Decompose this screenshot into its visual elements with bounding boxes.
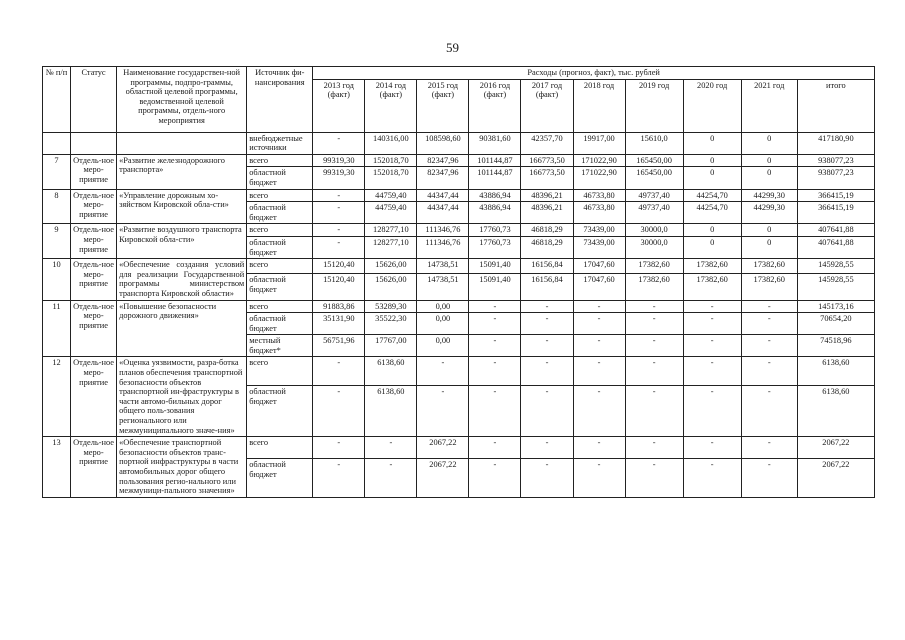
row-number: 11	[43, 300, 71, 357]
table-row	[43, 224, 875, 237]
row-value: 48396,21	[521, 189, 573, 202]
row-number: 8	[43, 189, 71, 224]
row-value: 2067,22	[417, 437, 469, 459]
row-value: 17047,60	[573, 259, 625, 274]
row-value: 42357,70	[521, 132, 573, 154]
row-value: 44759,40	[365, 202, 417, 224]
header-expenses: Расходы (прогноз, факт), тыс. рублей	[313, 67, 875, 80]
row-value: 171022,90	[573, 154, 625, 167]
row-value: 48396,21	[521, 202, 573, 224]
row-value: -	[521, 313, 573, 335]
row-value: 417180,90	[797, 132, 874, 154]
row-source: всего	[247, 300, 313, 313]
table-row	[43, 154, 875, 167]
row-value: 16156,84	[521, 274, 573, 300]
header-year: 2017 год (факт)	[521, 79, 573, 132]
row-status: Отдель-ное меро-приятие	[71, 259, 117, 300]
row-value: -	[313, 189, 365, 202]
row-source: всего	[247, 154, 313, 167]
row-value: -	[741, 459, 797, 498]
row-value: -	[741, 335, 797, 357]
row-number: 13	[43, 437, 71, 498]
header-year: 2019 год	[625, 79, 683, 132]
row-value: 99319,30	[313, 154, 365, 167]
row-value: -	[365, 437, 417, 459]
row-value: -	[417, 357, 469, 386]
row-value: 938077,23	[797, 154, 874, 167]
row-source: областной бюджет	[247, 236, 313, 258]
row-value: 152018,70	[365, 167, 417, 189]
row-value: 0	[683, 236, 741, 258]
row-value: 171022,90	[573, 167, 625, 189]
row-value: 407641,88	[797, 236, 874, 258]
row-value: 82347,96	[417, 154, 469, 167]
row-value: -	[683, 313, 741, 335]
row-value: 44299,30	[741, 202, 797, 224]
row-value: 91883,86	[313, 300, 365, 313]
row-source: областной бюджет	[247, 313, 313, 335]
header-status: Статус	[71, 67, 117, 133]
row-number: 12	[43, 357, 71, 437]
row-value: -	[625, 357, 683, 386]
row-status: Отдель-ное меро-приятие	[71, 357, 117, 437]
row-value: -	[313, 386, 365, 437]
row-value: 17382,60	[683, 274, 741, 300]
row-value: 15120,40	[313, 259, 365, 274]
row-value: -	[313, 132, 365, 154]
row-status: Отдель-ное меро-приятие	[71, 224, 117, 259]
row-value: -	[741, 300, 797, 313]
row-value: 166773,50	[521, 154, 573, 167]
budget-table	[42, 66, 875, 498]
row-value: 15626,00	[365, 259, 417, 274]
row-value: 101144,87	[469, 154, 521, 167]
row-value: 165450,00	[625, 167, 683, 189]
row-value: 90381,60	[469, 132, 521, 154]
row-value: 70654,20	[797, 313, 874, 335]
row-value: -	[469, 335, 521, 357]
row-value: 0,00	[417, 335, 469, 357]
row-value: -	[625, 386, 683, 437]
row-number: 7	[43, 154, 71, 189]
row-name: «Оценка уязвимости, разра-ботка планов обеспечения транспортной безопасности объектов транспортной ин-фраструктуры в части автомо-бильных дорог общего поль-зования регионального или межмуниципального значе-ния»	[117, 357, 247, 437]
row-value: -	[741, 386, 797, 437]
row-value: 16156,84	[521, 259, 573, 274]
row-value: 17382,60	[741, 259, 797, 274]
row-value: 46733,80	[573, 202, 625, 224]
row-source: областной бюджет	[247, 167, 313, 189]
row-value: 938077,23	[797, 167, 874, 189]
row-value: -	[469, 313, 521, 335]
row-value: 145928,55	[797, 274, 874, 300]
row-value: -	[625, 437, 683, 459]
row-value: 35131,90	[313, 313, 365, 335]
row-value: 366415,19	[797, 189, 874, 202]
table-row	[43, 437, 875, 459]
row-value: 6138,60	[797, 386, 874, 437]
row-value: 43886,94	[469, 189, 521, 202]
row-source: внебюджетные источники	[247, 132, 313, 154]
row-value: -	[625, 459, 683, 498]
header-year: 2015 год (факт)	[417, 79, 469, 132]
header-year: итого	[797, 79, 874, 132]
row-source: областной бюджет	[247, 202, 313, 224]
row-value: 0	[741, 154, 797, 167]
row-value: 152018,70	[365, 154, 417, 167]
row-value: 108598,60	[417, 132, 469, 154]
row-value: 0	[683, 224, 741, 237]
row-status: Отдель-ное меро-приятие	[71, 189, 117, 224]
row-value: 53289,30	[365, 300, 417, 313]
row-number: 9	[43, 224, 71, 259]
row-status	[71, 132, 117, 154]
row-value: 15610,0	[625, 132, 683, 154]
table-row	[43, 189, 875, 202]
row-value: -	[521, 335, 573, 357]
row-value: 111346,76	[417, 236, 469, 258]
row-value: -	[741, 313, 797, 335]
row-source: всего	[247, 437, 313, 459]
row-value: 6138,60	[365, 386, 417, 437]
row-value: 6138,60	[797, 357, 874, 386]
row-value: 19917,00	[573, 132, 625, 154]
row-value: 165450,00	[625, 154, 683, 167]
row-value: 0	[683, 167, 741, 189]
row-value: -	[625, 313, 683, 335]
row-value: 46733,80	[573, 189, 625, 202]
row-value: 145928,55	[797, 259, 874, 274]
row-name: «Обеспечение создания условий для реализации Государственной программы министерством транспорта Кировской области»	[117, 259, 247, 300]
row-value: 30000,0	[625, 236, 683, 258]
row-value: 15091,40	[469, 259, 521, 274]
row-name: «Развитие воздушного транспорта Кировской обла-сти»	[117, 224, 247, 259]
row-value: -	[573, 459, 625, 498]
row-value: 366415,19	[797, 202, 874, 224]
row-value: -	[683, 386, 741, 437]
table-row	[43, 259, 875, 274]
row-value: 6138,60	[365, 357, 417, 386]
row-status: Отдель-ное меро-приятие	[71, 300, 117, 357]
table-body	[43, 132, 875, 497]
row-value: 49737,40	[625, 189, 683, 202]
row-value: -	[573, 313, 625, 335]
header-no: № п/п	[43, 67, 71, 133]
row-value: 0	[683, 154, 741, 167]
row-value: 128277,10	[365, 224, 417, 237]
row-value: 15120,40	[313, 274, 365, 300]
row-value: -	[313, 202, 365, 224]
row-value: -	[469, 459, 521, 498]
row-value: -	[521, 300, 573, 313]
row-value: 17382,60	[625, 259, 683, 274]
row-value: 44759,40	[365, 189, 417, 202]
row-value: 0	[741, 224, 797, 237]
row-status: Отдель-ное меро-приятие	[71, 154, 117, 189]
row-value: -	[741, 357, 797, 386]
row-value: -	[469, 357, 521, 386]
row-value: 44347,44	[417, 189, 469, 202]
table-row	[43, 132, 875, 154]
row-value: 2067,22	[797, 437, 874, 459]
row-source: всего	[247, 357, 313, 386]
row-value: -	[365, 459, 417, 498]
row-value: -	[313, 236, 365, 258]
row-value: 15626,00	[365, 274, 417, 300]
table-row	[43, 357, 875, 386]
row-value: 140316,00	[365, 132, 417, 154]
row-value: 30000,0	[625, 224, 683, 237]
row-value: 0,00	[417, 313, 469, 335]
row-value: 0	[741, 167, 797, 189]
row-value: -	[521, 357, 573, 386]
row-value: -	[469, 386, 521, 437]
header-year: 2013 год (факт)	[313, 79, 365, 132]
row-value: 2067,22	[797, 459, 874, 498]
row-value: -	[469, 300, 521, 313]
table-row	[43, 300, 875, 313]
row-value: 44347,44	[417, 202, 469, 224]
row-value: -	[313, 437, 365, 459]
row-value: 46818,29	[521, 236, 573, 258]
row-value: 407641,88	[797, 224, 874, 237]
row-value: 17047,60	[573, 274, 625, 300]
row-source: областной бюджет	[247, 386, 313, 437]
row-name: «Повышение безопасности дорожного движения»	[117, 300, 247, 357]
row-value: -	[625, 335, 683, 357]
row-value: -	[683, 357, 741, 386]
row-value: -	[521, 459, 573, 498]
row-value: 44299,30	[741, 189, 797, 202]
row-value: 43886,94	[469, 202, 521, 224]
row-name: «Управление дорожным хо-зяйством Кировской обла-сти»	[117, 189, 247, 224]
row-value: 0	[683, 132, 741, 154]
row-value: 73439,00	[573, 236, 625, 258]
row-value: 2067,22	[417, 459, 469, 498]
row-value: 99319,30	[313, 167, 365, 189]
row-value: 17382,60	[625, 274, 683, 300]
row-number: 10	[43, 259, 71, 300]
row-value: -	[683, 335, 741, 357]
row-value: 0	[741, 236, 797, 258]
row-value: 82347,96	[417, 167, 469, 189]
row-value: -	[573, 335, 625, 357]
row-value: 0	[741, 132, 797, 154]
row-value: -	[573, 300, 625, 313]
row-source: местный бюджет*	[247, 335, 313, 357]
header-year: 2018 год	[573, 79, 625, 132]
row-value: -	[683, 300, 741, 313]
row-value: 44254,70	[683, 189, 741, 202]
row-value: 0,00	[417, 300, 469, 313]
row-source: областной бюджет	[247, 459, 313, 498]
row-value: 128277,10	[365, 236, 417, 258]
row-value: -	[313, 357, 365, 386]
header-year: 2016 год (факт)	[469, 79, 521, 132]
row-name: «Развитие железнодорожного транспорта»	[117, 154, 247, 189]
row-value: 14738,51	[417, 274, 469, 300]
row-value: -	[741, 437, 797, 459]
header-source: Источник фи-нансирования	[247, 67, 313, 133]
row-value: -	[683, 437, 741, 459]
row-value: 145173,16	[797, 300, 874, 313]
row-source: всего	[247, 189, 313, 202]
row-value: -	[313, 224, 365, 237]
row-value: 166773,50	[521, 167, 573, 189]
table-header	[43, 67, 875, 133]
header-year: 2020 год	[683, 79, 741, 132]
row-value: -	[417, 386, 469, 437]
row-value: 56751,96	[313, 335, 365, 357]
row-value: 74518,96	[797, 335, 874, 357]
row-value: 15091,40	[469, 274, 521, 300]
row-value: -	[573, 437, 625, 459]
row-value: -	[313, 459, 365, 498]
row-value: -	[573, 386, 625, 437]
row-name: «Обеспечение транспортной безопасности объектов транс-портной инфраструктуры в части автомобильных дорог общего пользования регио-нального или межмуници-пального значения»	[117, 437, 247, 498]
row-value: 46818,29	[521, 224, 573, 237]
row-source: областной бюджет	[247, 274, 313, 300]
header-name: Наименование государствен-ной программы, подпро-граммы, областной целевой программы, ведомственной целевой программы, отдель-ного мероприятия	[117, 67, 247, 133]
row-value: 73439,00	[573, 224, 625, 237]
row-name	[117, 132, 247, 154]
row-value: -	[521, 437, 573, 459]
page-number: 59	[446, 40, 459, 55]
row-value: 49737,40	[625, 202, 683, 224]
row-value: 17760,73	[469, 236, 521, 258]
row-value: -	[683, 459, 741, 498]
row-value: -	[469, 437, 521, 459]
row-value: 35522,30	[365, 313, 417, 335]
row-value: 17767,00	[365, 335, 417, 357]
row-value: -	[521, 386, 573, 437]
row-value: 17382,60	[741, 274, 797, 300]
row-source: всего	[247, 224, 313, 237]
row-value: 111346,76	[417, 224, 469, 237]
row-value: 101144,87	[469, 167, 521, 189]
row-value: -	[625, 300, 683, 313]
header-year: 2014 год (факт)	[365, 79, 417, 132]
row-value: 17760,73	[469, 224, 521, 237]
row-number	[43, 132, 71, 154]
row-value: 44254,70	[683, 202, 741, 224]
row-status: Отдель-ное меро-приятие	[71, 437, 117, 498]
header-year: 2021 год	[741, 79, 797, 132]
row-value: 17382,60	[683, 259, 741, 274]
row-value: 14738,51	[417, 259, 469, 274]
row-value: -	[573, 357, 625, 386]
row-source: всего	[247, 259, 313, 274]
